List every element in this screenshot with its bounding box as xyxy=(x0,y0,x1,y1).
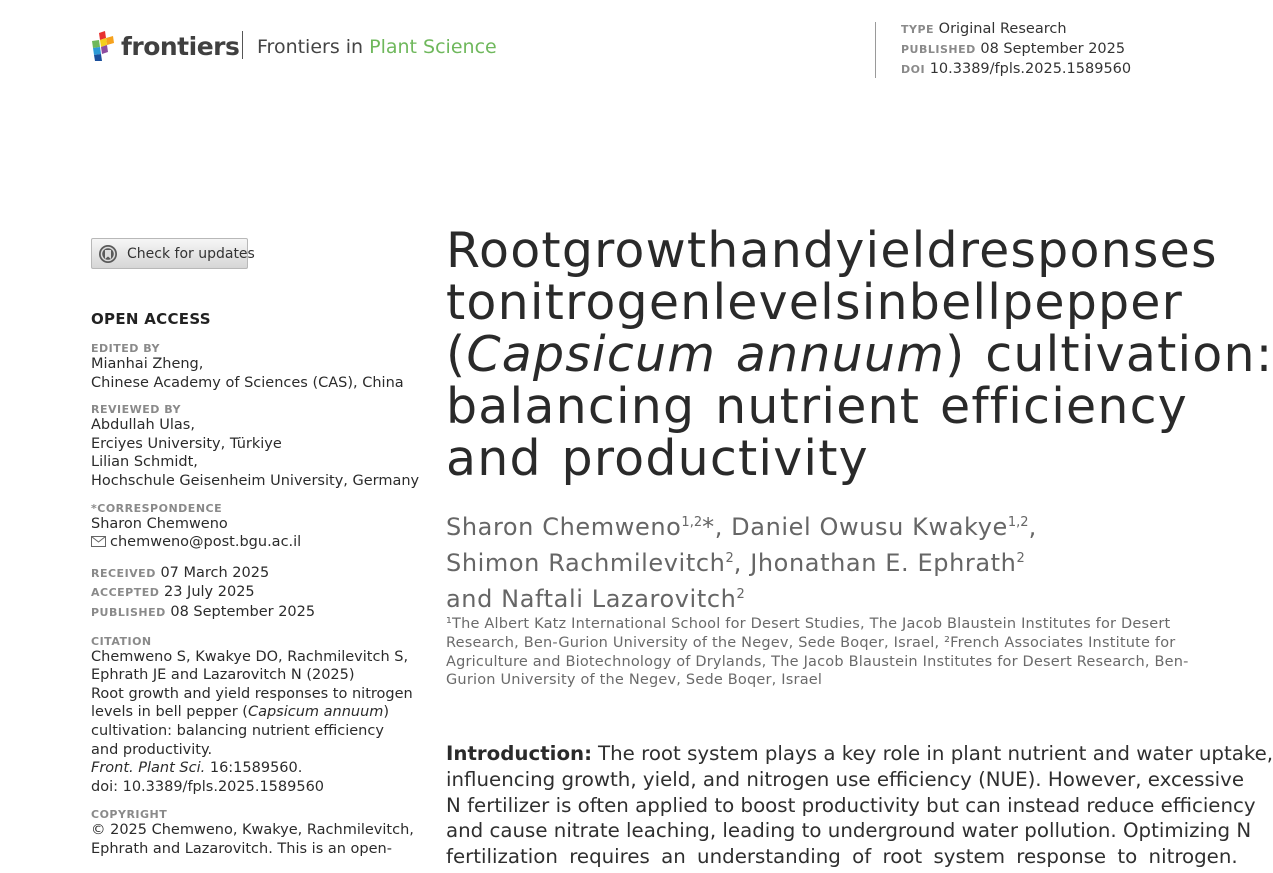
author-line xyxy=(446,507,1037,543)
title-text: ( xyxy=(446,326,467,383)
author-affil-sup: 1,2 xyxy=(1007,515,1029,530)
meta-rule xyxy=(875,22,876,78)
author-separator: , xyxy=(1028,513,1037,541)
journal-name: Plant Science xyxy=(369,36,497,58)
title-word: bell xyxy=(908,274,1003,331)
citation-journal: Front. Plant Sci. xyxy=(91,760,206,777)
abstract-heading: Introduction: xyxy=(446,742,593,765)
title-line-1 xyxy=(446,222,1218,279)
abstract-line: influencing growth, yield, and nitrogen use efficiency (NUE). However, excessive xyxy=(446,767,1244,791)
dates-section xyxy=(91,564,391,623)
title-species: Capsicum annuum xyxy=(466,326,946,383)
affiliations xyxy=(446,615,1189,690)
header-divider xyxy=(242,31,243,59)
sidebar-published-value: 08 September 2025 xyxy=(170,603,316,620)
doi-label: DOI xyxy=(901,63,926,76)
citation-volume: 16:1589560. xyxy=(205,760,303,777)
title-word: growth xyxy=(561,222,740,279)
title-text: ) cultivation: xyxy=(945,326,1273,383)
abstract-line: and cause nitrate leaching, leading to underground water pollution. Optimizing N xyxy=(446,819,1252,843)
citation-line xyxy=(91,759,391,778)
accepted-date xyxy=(91,583,391,603)
edited-by-label: EDITED BY xyxy=(91,342,160,355)
check-for-updates-button[interactable] xyxy=(91,238,255,269)
author-name[interactable]: , Jhonathan E. Ephrath xyxy=(733,549,1017,577)
doi xyxy=(901,61,1131,77)
author-name[interactable]: Daniel Owusu Kwakye xyxy=(722,513,1008,541)
sidebar-published-date xyxy=(91,603,391,623)
affiliation-line: Agriculture and Biotechnology of Drylands, The Jacob Blaustein Institutes for Desert Research, Ben- xyxy=(446,653,1189,670)
title-word: in xyxy=(861,274,909,331)
abstract-line xyxy=(446,741,1273,767)
author-affil-sup: 1,2 xyxy=(681,515,703,530)
title-line-4: balancing nutrient efficiency xyxy=(446,378,1188,435)
published-date xyxy=(901,41,1125,57)
reviewed-by-label: REVIEWED BY xyxy=(91,403,181,417)
received-label: RECEIVED xyxy=(91,566,156,580)
published-label: PUBLISHED xyxy=(901,43,976,56)
correspondence-section xyxy=(91,502,391,552)
journal-title[interactable] xyxy=(257,36,497,58)
author-name[interactable]: Shimon Rachmilevitch xyxy=(446,549,726,577)
correspondence-name: Sharon Chemweno xyxy=(91,515,228,532)
title-word: and xyxy=(739,222,836,279)
edited-by-section xyxy=(91,342,404,392)
citation-label: CITATION xyxy=(91,634,152,648)
reviewed-by-section xyxy=(91,403,420,490)
title-word: nitrogen xyxy=(497,274,713,331)
corresponding-marker: *, xyxy=(702,513,723,541)
citation-text: ) xyxy=(383,704,390,721)
mail-icon xyxy=(91,536,106,547)
doi-value[interactable]: 10.3389/fpls.2025.1589560 xyxy=(929,61,1132,77)
affiliation-line: ¹The Albert Katz International School for Desert Studies, The Jacob Blaustein Institutes for Desert xyxy=(446,616,1171,632)
abstract-line: N fertilizer is often applied to boost productivity but can instead reduce efficiency xyxy=(446,793,1256,817)
citation-line xyxy=(91,703,391,722)
editor-affiliation: Chinese Academy of Sciences (CAS), China xyxy=(91,374,404,391)
received-value: 07 March 2025 xyxy=(160,564,270,581)
citation-line: Root growth and yield responses to nitrogen xyxy=(91,685,413,702)
type-label: TYPE xyxy=(901,23,935,36)
title-word: responses xyxy=(958,222,1218,279)
citation-line: and productivity. xyxy=(91,741,213,758)
abstract-text: The root system plays a key role in plant nutrient and water uptake, xyxy=(598,742,1273,765)
citation-species: Capsicum annuum xyxy=(247,704,384,721)
title-line-5: and productivity xyxy=(446,430,869,487)
abstract xyxy=(446,741,1273,870)
author-affil-sup: 2 xyxy=(1016,551,1025,566)
citation-text: levels in bell pepper ( xyxy=(91,704,248,721)
author-affil-sup: 2 xyxy=(725,551,734,566)
title-word: to xyxy=(446,274,498,331)
reviewer-name: Abdullah Ulas, xyxy=(91,417,195,434)
copyright-label: COPYRIGHT xyxy=(91,808,168,822)
type-value: Original Research xyxy=(938,21,1067,37)
correspondence-email[interactable]: chemweno@post.bgu.ac.il xyxy=(110,534,302,551)
author-affil-sup: 2 xyxy=(736,587,745,602)
logo-wordmark: frontiers xyxy=(121,31,240,61)
citation-section xyxy=(91,634,413,797)
title-word: yield xyxy=(835,222,959,279)
title-word: pepper xyxy=(1002,274,1183,331)
editor-name: Mianhai Zheng, xyxy=(91,356,204,372)
reviewer-affiliation: Erciyes University, Türkiye xyxy=(91,435,282,452)
reviewer-affiliation: Hochschule Geisenheim University, Germany xyxy=(91,472,420,489)
open-access-label: OPEN ACCESS xyxy=(91,310,211,328)
author-list xyxy=(446,507,1037,615)
received-date xyxy=(91,564,391,584)
article-type xyxy=(901,21,1067,37)
author-line xyxy=(446,543,1037,579)
article-sidebar xyxy=(91,310,420,858)
citation-line: cultivation: balancing nutrient efficiency xyxy=(91,722,384,739)
sidebar-published-label: PUBLISHED xyxy=(91,605,166,619)
frontiers-logo[interactable] xyxy=(91,30,240,62)
reviewer-name: Lilian Schmidt, xyxy=(91,454,198,471)
check-updates-icon xyxy=(98,244,118,264)
title-word: Root xyxy=(446,222,562,279)
author-line xyxy=(446,579,1037,615)
correspondence-label: *CORRESPONDENCE xyxy=(91,501,223,515)
author-name[interactable]: Sharon Chemweno xyxy=(446,513,682,541)
citation-doi[interactable]: doi: 10.3389/fpls.2025.1589560 xyxy=(91,778,325,795)
citation-line: Ephrath JE and Lazarovitch N (2025) xyxy=(91,667,355,684)
journal-prefix: Frontiers in xyxy=(257,36,370,58)
title-line-3 xyxy=(446,326,1273,383)
copyright-section xyxy=(91,808,414,858)
copyright-line: © 2025 Chemweno, Kwakye, Rachmilevitch, xyxy=(91,822,414,839)
check-updates-label: Check for updates xyxy=(127,245,255,262)
correspondence-email-row xyxy=(91,533,391,552)
accepted-value: 23 July 2025 xyxy=(164,584,255,601)
frontiers-logo-icon xyxy=(91,31,117,61)
title-line-2 xyxy=(446,274,1183,331)
published-value: 08 September 2025 xyxy=(980,41,1126,57)
copyright-line: Ephrath and Lazarovitch. This is an open- xyxy=(91,840,392,857)
abstract-line: fertilization requires an understanding of root system response to nitrogen. xyxy=(446,845,1238,869)
title-word: levels xyxy=(712,274,862,331)
citation-line: Chemweno S, Kwakye DO, Rachmilevitch S, xyxy=(91,648,409,665)
author-name[interactable]: and Naftali Lazarovitch xyxy=(446,585,737,613)
affiliation-line: Research, Ben-Gurion University of the Negev, Sede Boqer, Israel, ²French Associates Institute for xyxy=(446,634,1176,651)
affiliation-line: Gurion University of the Negev, Sede Boqer, Israel xyxy=(446,672,823,689)
accepted-label: ACCEPTED xyxy=(91,586,160,600)
article-title xyxy=(446,222,1273,487)
